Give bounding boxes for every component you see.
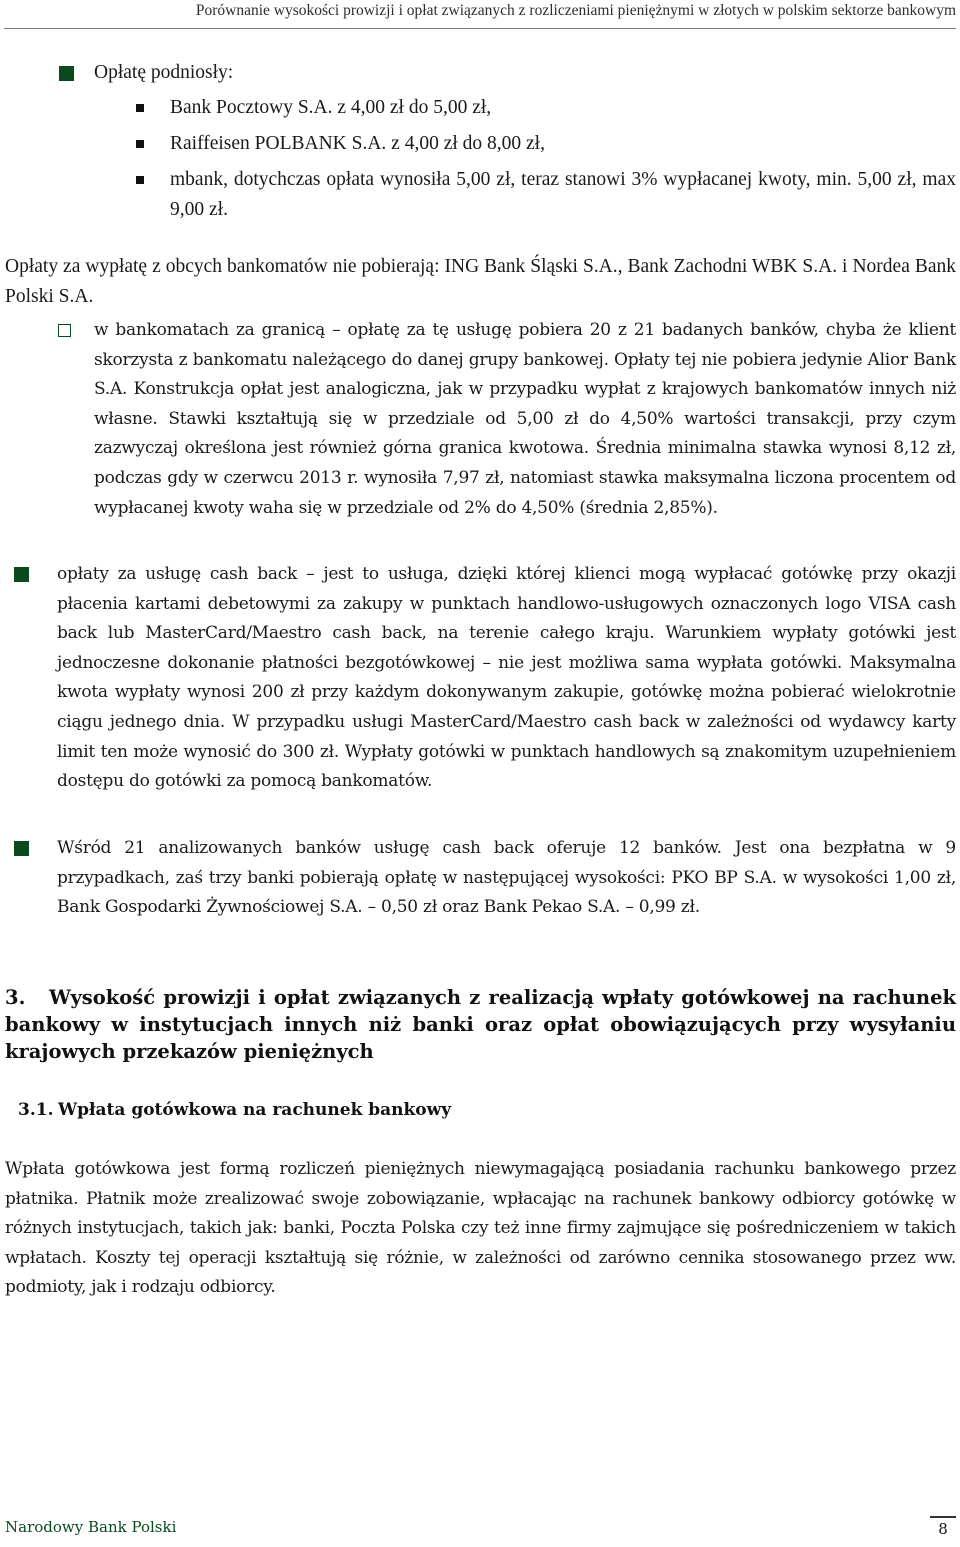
small-square-bullet-icon <box>136 140 144 148</box>
running-header: Porównanie wysokości prowizji i opłat związanych z rozliczeniami pieniężnymi w złotych w polskim sektorze bankowym <box>195 2 956 19</box>
section-number: 3. <box>5 986 26 1009</box>
small-square-bullet-icon <box>136 176 144 184</box>
square-bullet-icon <box>14 841 29 856</box>
abroad-atm-paragraph: w bankomatach za granicą – opłatę za tę usługę pobiera 20 z 21 badanych banków, chyba że klient skorzysta z bankomatu należącego do danej grupy bankowej. Opłaty tej nie pobiera jedynie Alior Bank S.A. Konstrukcja opłat jest analogiczna, jak w przypadku wypłat z krajowych bankomatów innych niż własne. Stawki kształtują się w przedziale od 5,00 zł do 4,50% wartości transakcji, przy czym zazwyczaj określona jest również górna granica kwotowa. Średnia minimalna stawka wynosi 8,12 zł, podczas gdy w czerwcu 2013 r. wynosiła 7,97 zł, natomiast stawka maksymalna liczona procentem od wypłacanej kwoty waha się w przedziale od 2% do 4,50% (średnia 2,85%). <box>94 320 956 518</box>
fee-increase-lead: Opłatę podniosły: <box>94 62 234 83</box>
section-title <box>5 984 956 1065</box>
subsection-number: 3.1. <box>18 1100 54 1120</box>
fee-increase-item: Raiffeisen POLBANK S.A. z 4,00 zł do 8,00 zł, <box>170 133 545 154</box>
cashback-paragraph: opłaty za usługę cash back – jest to usługa, dzięki której klienci mogą wypłacać gotówkę przy okazji płacenia kartami debetowymi za zakupy w punktach handlowo-usługowych oznaczonych logo VISA cash back lub MasterCard/Maestro cash back, na terenie całego kraju. Warunkiem wypłaty gotówki jest jednoczesne dokonanie płatności bezgotówkowej – nie jest możliwa sama wypłata gotówki. Maksymalna kwota wypłaty wynosi 200 zł przy każdym dokonywanym zakupie, gotówkę można pobierać wielokrotnie ciągu jednego dnia. W przypadku usługi MasterCard/Maestro cash back w zależności od wydawcy karty limit ten może wynosić do 300 zł. Wypłaty gotówki w punktach handlowych są znakomitym uzupełnieniem dostępu do gotówki za pomocą bankomatów. <box>57 564 956 792</box>
footer-rule <box>930 1516 956 1518</box>
section-title-text: Wysokość prowizji i opłat związanych z realizacją wpłaty gotówkowej na rachunek bankowy w instytucjach innych niż banki oraz opłat obowiązujących przy wysyłaniu krajowych przekazów pieniężnych <box>5 986 956 1063</box>
footer-publisher: Narodowy Bank Polski <box>5 1518 177 1536</box>
small-square-bullet-icon <box>136 104 144 112</box>
fee-increase-item: mbank, dotychczas opłata wynosiła 5,00 zł, teraz stanowi 3% wypłacanej kwoty, min. 5,00 zł, max 9,00 zł. <box>170 169 956 220</box>
fee-increase-item: Bank Pocztowy S.A. z 4,00 zł do 5,00 zł, <box>170 97 492 118</box>
hollow-square-bullet-icon <box>58 324 71 337</box>
no-fee-paragraph: Opłaty za wypłatę z obcych bankomatów nie pobierają: ING Bank Śląski S.A., Bank Zachodni WBK S.A. i Nordea Bank Polski S.A. <box>5 256 956 307</box>
header-rule <box>4 28 956 29</box>
square-bullet-icon <box>59 66 74 81</box>
cash-deposit-paragraph: Wpłata gotówkowa jest formą rozliczeń pieniężnych niewymagającą posiadania rachunku bankowego przez płatnika. Płatnik może zrealizować swoje zobowiązanie, wpłacając na rachunek bankowy odbiorcy gotówkę w różnych instytucjach, takich jak: banki, Poczta Polska czy też inne firmy zajmujące się pośredniczeniem w takich wpłatach. Koszty tej operacji kształtują się różnie, w zależności od zarówno cennika stosowanego przez ww. podmioty, jak i rodzaju odbiorcy. <box>5 1159 956 1298</box>
subsection-title: Wpłata gotówkowa na rachunek bankowy <box>58 1100 452 1120</box>
cashback-banks-paragraph: Wśród 21 analizowanych banków usługę cash back oferuje 12 banków. Jest ona bezpłatna w 9 przypadkach, zaś trzy banki pobierają opłatę w następującej wysokości: PKO BP S.A. w wysokości 1,00 zł, Bank Gospodarki Żywnościowej S.A. – 0,50 zł oraz Bank Pekao S.A. – 0,99 zł. <box>57 838 956 918</box>
square-bullet-icon <box>14 567 29 582</box>
page-number: 8 <box>938 1520 948 1538</box>
